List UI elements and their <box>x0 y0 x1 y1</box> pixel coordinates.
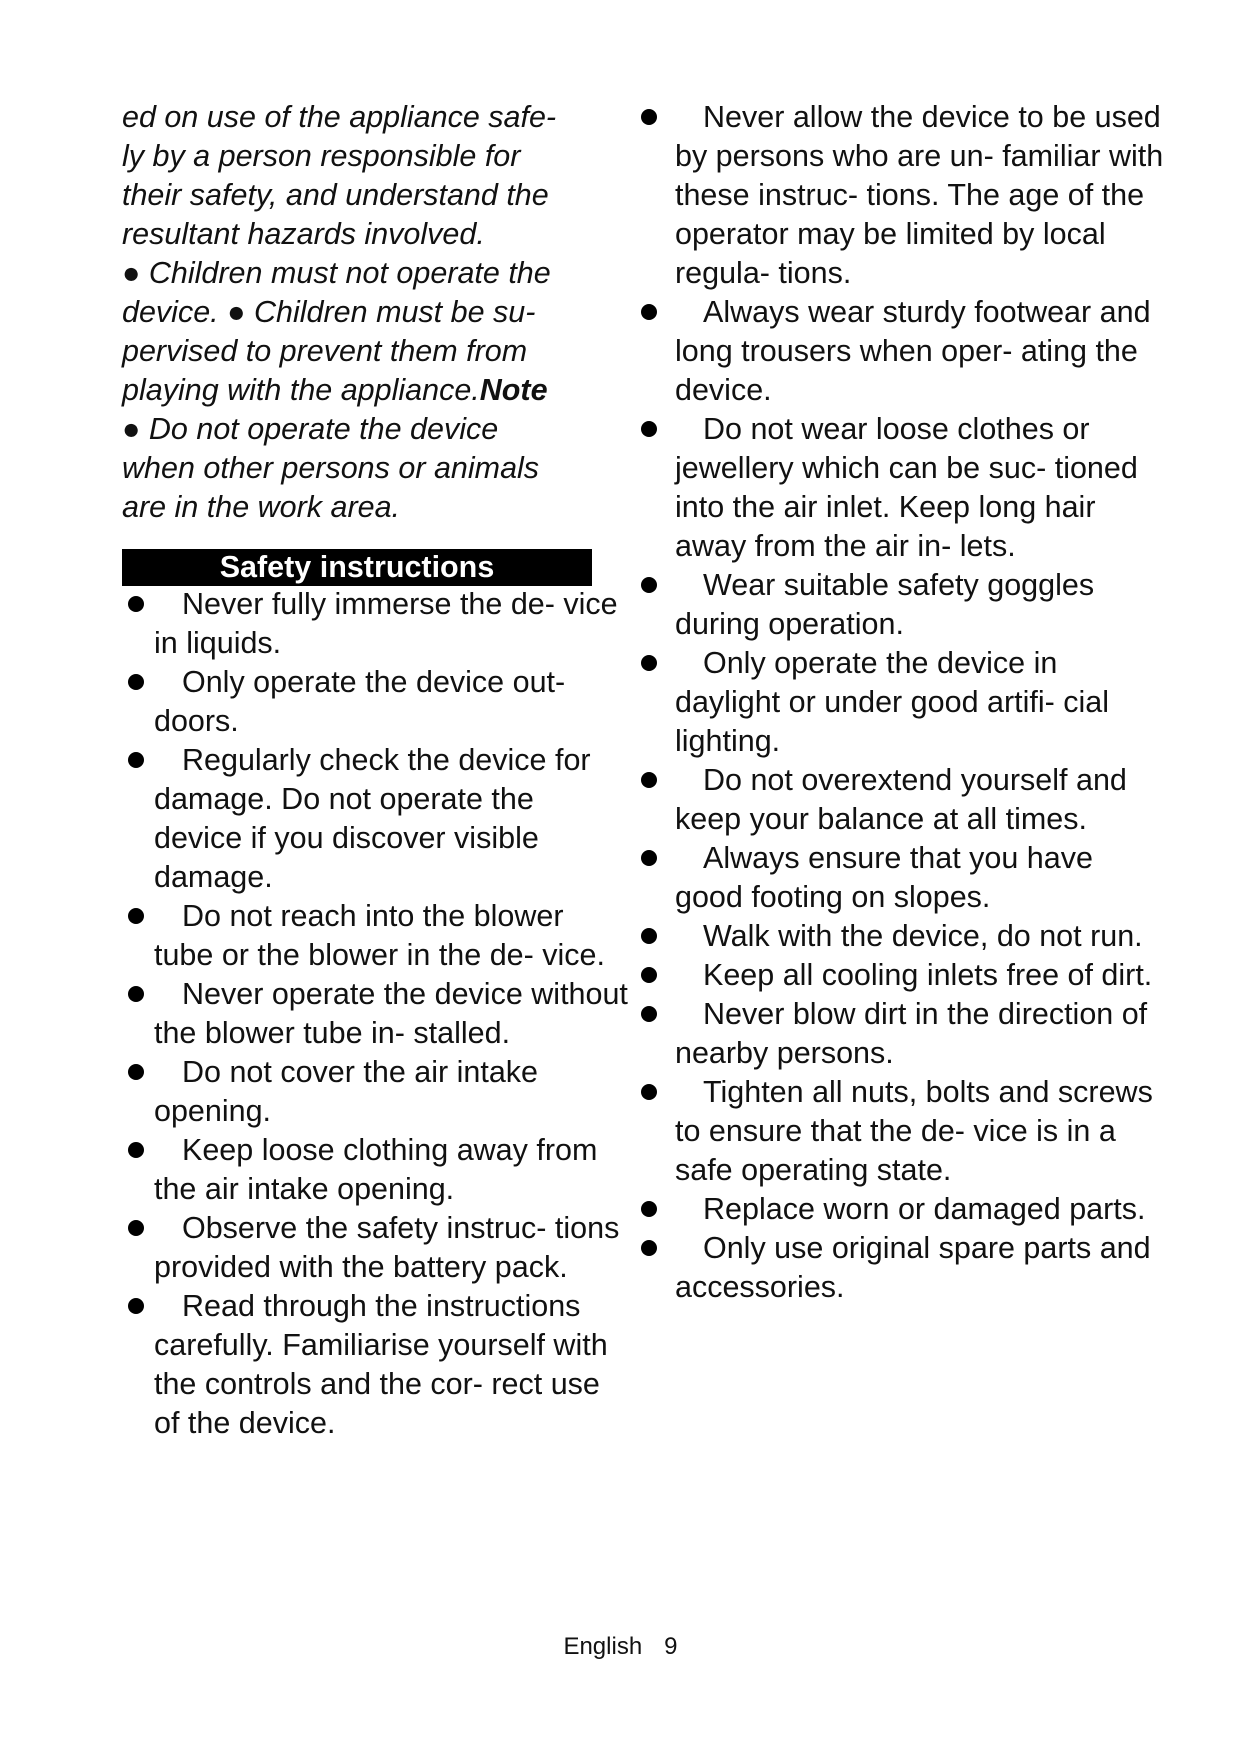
list-item: Never operate the device without the blower tube in- stalled. <box>122 975 630 1053</box>
intro-line: pervised to prevent them from <box>122 334 528 368</box>
left-instruction-list <box>122 585 630 1443</box>
bullet-icon <box>128 1298 144 1314</box>
list-item: Never blow dirt in the direction of nearby persons. <box>645 995 1165 1073</box>
list-item: Never allow the device to be used by persons who are un- familiar with these instruc- tions. The age of the operator may be limited by local regula- tions. <box>645 98 1165 293</box>
list-item: Only use original spare parts and accessories. <box>645 1229 1165 1307</box>
intro-note-line <box>122 371 630 410</box>
bullet-icon <box>128 1220 144 1236</box>
list-item: Always ensure that you have good footing on slopes. <box>645 839 1165 917</box>
list-item: Regularly check the device for damage. Do not operate the device if you discover visible damage. <box>122 741 630 897</box>
bullet-icon <box>128 674 144 690</box>
note-label: Note <box>479 373 548 407</box>
bullet-icon <box>641 772 657 788</box>
list-item: Observe the safety instruc- tions provided with the battery pack. <box>122 1209 630 1287</box>
intro-line: ● Do not operate the device <box>122 412 499 446</box>
list-item: Do not overextend yourself and keep your balance at all times. <box>645 761 1165 839</box>
bullet-icon <box>128 986 144 1002</box>
intro-line: resultant hazards involved. <box>122 217 485 251</box>
list-item: Only operate the device in daylight or under good artifi- cial lighting. <box>645 644 1165 761</box>
bullet-icon <box>641 421 657 437</box>
intro-line: ed on use of the appliance safe- <box>122 100 557 134</box>
footer-language: English <box>563 1633 643 1660</box>
list-item: Keep all cooling inlets free of dirt. <box>645 956 1165 995</box>
bullet-icon <box>641 928 657 944</box>
left-column <box>122 98 630 1443</box>
bullet-icon <box>128 596 144 612</box>
bullet-icon <box>641 1006 657 1022</box>
intro-line: when other persons or animals <box>122 451 540 485</box>
bullet-icon <box>128 1064 144 1080</box>
list-item: Do not reach into the blower tube or the blower in the de- vice. <box>122 897 630 975</box>
bullet-icon <box>641 850 657 866</box>
list-item: Wear suitable safety goggles during operation. <box>645 566 1165 644</box>
list-item: Do not cover the air intake opening. <box>122 1053 630 1131</box>
bullet-icon <box>128 752 144 768</box>
bullet-icon <box>641 577 657 593</box>
list-item: Never fully immerse the de- vice in liquids. <box>122 585 630 663</box>
list-item: Only operate the device out- doors. <box>122 663 630 741</box>
bullet-icon <box>641 1240 657 1256</box>
list-item: Replace worn or damaged parts. <box>645 1190 1165 1229</box>
intro-line: their safety, and understand the <box>122 178 549 212</box>
bullet-icon <box>641 655 657 671</box>
right-column <box>645 98 1165 1307</box>
list-item: Always wear sturdy footwear and long trousers when oper- ating the device. <box>645 293 1165 410</box>
intro-note-text: playing with the appliance. <box>122 373 480 407</box>
list-item: Read through the instructions carefully. Familiarise yourself with the controls and the cor- rect use of the device. <box>122 1287 630 1443</box>
bullet-icon <box>128 1142 144 1158</box>
intro-line: device. ● Children must be su- <box>122 295 536 329</box>
intro-line: ly by a person responsible for <box>122 139 521 173</box>
bullet-icon <box>641 1084 657 1100</box>
safety-instructions-heading: Safety instructions <box>122 549 592 586</box>
list-item: Tighten all nuts, bolts and screws to ensure that the de- vice is in a safe operating state. <box>645 1073 1165 1190</box>
bullet-icon <box>641 304 657 320</box>
bullet-icon <box>128 908 144 924</box>
list-item: Walk with the device, do not run. <box>645 917 1165 956</box>
bullet-icon <box>641 1201 657 1217</box>
page-footer <box>0 1633 1241 1661</box>
intro-line: ● Children must not operate the <box>122 256 551 290</box>
page-number: 9 <box>664 1633 678 1660</box>
list-item: Keep loose clothing away from the air intake opening. <box>122 1131 630 1209</box>
bullet-icon <box>641 967 657 983</box>
intro-text <box>122 98 630 527</box>
right-instruction-list <box>645 98 1165 1307</box>
intro-line: are in the work area. <box>122 490 401 524</box>
bullet-icon <box>641 109 657 125</box>
list-item: Do not wear loose clothes or jewellery which can be suc- tioned into the air inlet. Keep long hair away from the air in- lets. <box>645 410 1165 566</box>
